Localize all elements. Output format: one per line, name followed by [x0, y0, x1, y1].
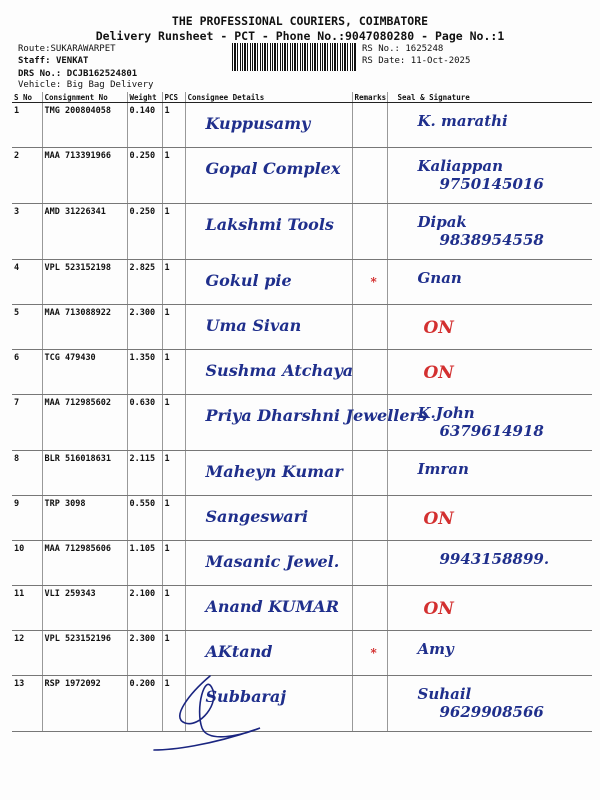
pcs-cell: 1 — [162, 260, 185, 305]
remark-mark: * — [370, 646, 377, 660]
sno-cell: 9 — [12, 496, 42, 541]
column-header: Consignment No — [42, 92, 127, 103]
consignment-no-cell: AMD 31226341 — [42, 204, 127, 260]
remarks-cell — [352, 676, 387, 732]
table-row — [12, 586, 592, 631]
remarks-cell — [352, 103, 387, 148]
sno-cell: 2 — [12, 148, 42, 204]
consignee-handwriting: Priya Dharshni Jewellers — [205, 406, 427, 425]
column-header: Remarks — [352, 92, 387, 103]
pcs-cell: 1 — [162, 148, 185, 204]
table-row — [12, 541, 592, 586]
drs-label: DRS No.: — [18, 69, 62, 79]
signature-cell — [387, 350, 592, 395]
consignee-cell — [185, 451, 352, 496]
consignee-cell — [185, 350, 352, 395]
table-row — [12, 451, 592, 496]
drs-line — [18, 69, 137, 79]
signature-phone-handwriting: 6379614918 — [439, 422, 544, 440]
consignment-no-cell: MAA 713088922 — [42, 305, 127, 350]
signature-cell — [387, 631, 592, 676]
sno-cell: 10 — [12, 541, 42, 586]
runsheet-subtitle: Delivery Runsheet - PCT - Phone No.:9047080280 - Page No.:1 — [95, 29, 505, 43]
company-title: THE PROFESSIONAL COURIERS, COIMBATORE — [171, 14, 429, 28]
consignment-no-cell: BLR 516018631 — [42, 451, 127, 496]
weight-cell: 2.100 — [127, 586, 162, 631]
consignment-no-cell: MAA 712985606 — [42, 541, 127, 586]
consignment-no-cell: MAA 712985602 — [42, 395, 127, 451]
signature-red-mark: ON — [423, 363, 454, 383]
column-header: S No — [12, 92, 42, 103]
consignee-handwriting: Subbaraj — [205, 687, 287, 706]
signature-phone-handwriting: 9838954558 — [439, 231, 544, 249]
pcs-cell: 1 — [162, 350, 185, 395]
consignee-handwriting: Sangeswari — [205, 507, 309, 526]
column-header: Seal & Signature — [387, 92, 592, 103]
signature-cell — [387, 496, 592, 541]
sno-cell: 6 — [12, 350, 42, 395]
rs-no-line — [362, 44, 443, 54]
consignee-cell — [185, 586, 352, 631]
signature-handwriting: K. marathi — [417, 112, 508, 130]
staff-line — [18, 56, 88, 66]
pcs-cell: 1 — [162, 451, 185, 496]
table-row — [12, 395, 592, 451]
column-header: Consignee Details — [185, 92, 352, 103]
signature-cell — [387, 541, 592, 586]
consignee-handwriting: Maheyn Kumar — [205, 462, 343, 481]
signature-cell — [387, 451, 592, 496]
signature-cell — [387, 103, 592, 148]
consignee-handwriting: Anand KUMAR — [205, 597, 340, 616]
weight-cell: 2.115 — [127, 451, 162, 496]
pcs-cell: 1 — [162, 103, 185, 148]
rs-date-line — [362, 56, 470, 66]
pcs-cell: 1 — [162, 586, 185, 631]
table-row — [12, 148, 592, 204]
consignee-handwriting: Sushma Atchaya — [205, 361, 354, 380]
remarks-cell — [352, 204, 387, 260]
weight-cell: 0.140 — [127, 103, 162, 148]
sno-cell: 5 — [12, 305, 42, 350]
consignee-cell — [185, 541, 352, 586]
signature-cell — [387, 204, 592, 260]
consignee-cell — [185, 204, 352, 260]
signature-handwriting: Gnan — [417, 269, 462, 287]
runsheet-table — [12, 92, 592, 732]
column-header: Weight — [127, 92, 162, 103]
sno-cell: 7 — [12, 395, 42, 451]
consignee-cell — [185, 305, 352, 350]
consignment-no-cell: VPL 523152196 — [42, 631, 127, 676]
pcs-cell: 1 — [162, 496, 185, 541]
table-row — [12, 305, 592, 350]
signature-red-mark: ON — [423, 509, 454, 529]
consignee-cell — [185, 496, 352, 541]
table-row — [12, 350, 592, 395]
consignee-handwriting: AKtand — [205, 642, 273, 661]
remark-mark: * — [370, 275, 377, 289]
sno-cell: 3 — [12, 204, 42, 260]
signature-cell — [387, 260, 592, 305]
rs-no-label: RS No.: — [362, 44, 400, 54]
signature-red-mark: ON — [423, 318, 454, 338]
vehicle-line — [18, 80, 153, 90]
signature-phone-handwriting: 9629908566 — [439, 703, 544, 721]
signature-cell — [387, 586, 592, 631]
consignee-handwriting: Uma Sivan — [205, 316, 302, 335]
table-row — [12, 496, 592, 541]
signature-handwriting: Dipak — [417, 213, 467, 231]
signature-phone-handwriting: 9750145016 — [439, 175, 544, 193]
pcs-cell: 1 — [162, 676, 185, 732]
remarks-cell — [352, 586, 387, 631]
signature-cell — [387, 676, 592, 732]
weight-cell: 2.825 — [127, 260, 162, 305]
drs-value: DCJB162524801 — [66, 69, 138, 79]
staff-label: Staff: — [18, 56, 51, 66]
sno-cell: 12 — [12, 631, 42, 676]
weight-cell: 1.350 — [127, 350, 162, 395]
pcs-cell: 1 — [162, 204, 185, 260]
rs-no-value: 1625248 — [405, 44, 444, 54]
sno-cell: 11 — [12, 586, 42, 631]
signature-cell — [387, 305, 592, 350]
remarks-cell — [352, 541, 387, 586]
pcs-cell: 1 — [162, 541, 185, 586]
pcs-cell: 1 — [162, 305, 185, 350]
sno-cell: 13 — [12, 676, 42, 732]
weight-cell: 0.200 — [127, 676, 162, 732]
consignee-handwriting: Gopal Complex — [205, 159, 341, 178]
remarks-cell — [352, 260, 387, 305]
consignee-cell — [185, 260, 352, 305]
consignment-no-cell: TCG 479430 — [42, 350, 127, 395]
staff-value: VENKAT — [55, 56, 89, 66]
table-header-row — [12, 92, 592, 103]
signature-handwriting: K.John — [417, 404, 475, 422]
consignee-cell — [185, 395, 427, 451]
signature-handwriting: Suhail — [417, 685, 472, 703]
signature-red-mark: ON — [423, 599, 454, 619]
consignment-no-cell: VLI 259343 — [42, 586, 127, 631]
signature-handwriting: Amy — [417, 640, 454, 658]
weight-cell: 2.300 — [127, 305, 162, 350]
vehicle-label: Vehicle: — [18, 80, 62, 90]
remarks-cell — [352, 451, 387, 496]
barcode-image — [232, 43, 356, 71]
table-row — [12, 260, 592, 305]
vehicle-value: Big Bag Delivery — [66, 80, 154, 90]
signature-phone-handwriting: 9943158899. — [439, 550, 550, 568]
weight-cell: 2.300 — [127, 631, 162, 676]
sno-cell: 4 — [12, 260, 42, 305]
signature-handwriting: Kaliappan — [417, 157, 503, 175]
consignment-no-cell: VPL 523152198 — [42, 260, 127, 305]
weight-cell: 0.250 — [127, 204, 162, 260]
handwritten-signature-scribble — [150, 668, 310, 758]
rs-date-value: 11-Oct-2025 — [410, 56, 471, 66]
remarks-cell — [352, 148, 387, 204]
consignee-cell — [185, 103, 352, 148]
consignment-no-cell: TRP 3098 — [42, 496, 127, 541]
consignment-no-cell: TMG 200804058 — [42, 103, 127, 148]
pcs-cell: 1 — [162, 631, 185, 676]
signature-cell — [387, 395, 592, 451]
signature-cell — [387, 148, 592, 204]
sno-cell: 8 — [12, 451, 42, 496]
column-header: PCS — [162, 92, 185, 103]
table-row — [12, 204, 592, 260]
consignee-handwriting: Lakshmi Tools — [205, 215, 334, 234]
remarks-cell — [352, 496, 387, 541]
weight-cell: 0.630 — [127, 395, 162, 451]
weight-cell: 0.250 — [127, 148, 162, 204]
pcs-cell: 1 — [162, 395, 185, 451]
route-line — [18, 44, 116, 54]
consignee-handwriting: Masanic Jewel. — [205, 552, 340, 571]
remarks-cell — [352, 631, 387, 676]
consignment-no-cell: MAA 713391966 — [42, 148, 127, 204]
consignee-handwriting: Kuppusamy — [205, 114, 311, 133]
consignee-cell — [185, 148, 352, 204]
sno-cell: 1 — [12, 103, 42, 148]
remarks-cell — [352, 350, 387, 395]
weight-cell: 0.550 — [127, 496, 162, 541]
consignment-no-cell: RSP 1972092 — [42, 676, 127, 732]
rs-date-label: RS Date: — [362, 56, 406, 66]
table-row — [12, 103, 592, 148]
consignee-handwriting: Gokul pie — [205, 271, 292, 290]
remarks-cell — [352, 305, 387, 350]
signature-handwriting: Imran — [417, 460, 469, 478]
route-value: SUKARAWARPET — [50, 44, 116, 54]
route-label: Route: — [18, 44, 51, 54]
weight-cell: 1.105 — [127, 541, 162, 586]
remarks-cell — [352, 395, 387, 451]
